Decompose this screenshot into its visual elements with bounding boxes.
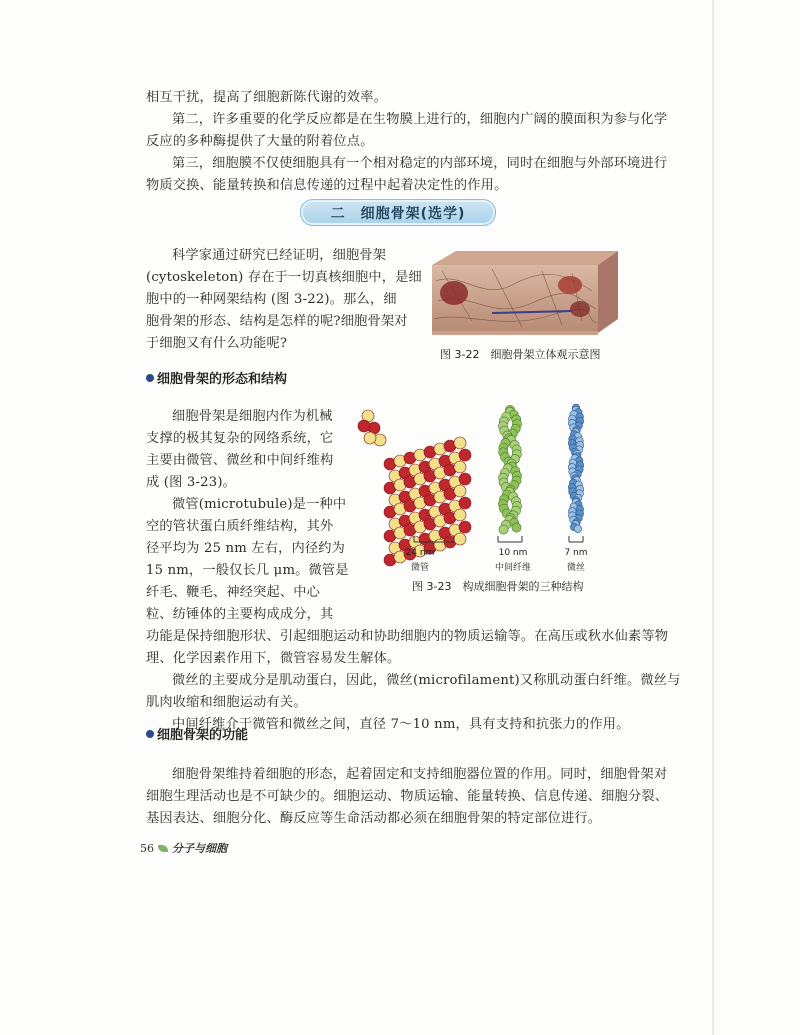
tubulin-subunit (454, 533, 466, 545)
paragraph-line: 物质交换、能量转换和信息传递的过程中起着决定性的作用。 (146, 178, 508, 193)
paragraph-line: 粒、纺锤体的主要构成成分，其 (146, 607, 334, 622)
paragraph-line: 中间纤维介于微管和微丝之间，直径 7～10 nm，具有支持和抗张力的作用。 (172, 717, 630, 732)
bullet-icon (146, 374, 154, 382)
paragraph-line: 第二，许多重要的化学反应都是在生物膜上进行的，细胞内广阔的膜面积为参与化学 (172, 112, 668, 127)
paragraph-line: 细胞生理活动也是不可缺少的。细胞运动、物质运输、能量转换、信息传递、细胞分裂、 (146, 789, 669, 804)
microfilament-size-label: 7 nm (564, 548, 588, 558)
tubulin-subunit (454, 485, 466, 497)
tubulin-subunit (459, 521, 471, 533)
page-edge (712, 0, 714, 1035)
book-title: 分子与细胞 (172, 842, 227, 855)
actin-subunit (574, 525, 582, 533)
intro-line: 科学家通过研究已经证明，细胞骨架 (172, 248, 387, 263)
paragraph-line: 反应的多种酶提供了大量的附着位点。 (146, 134, 374, 149)
bullet-icon (146, 730, 154, 738)
filament-subunit (499, 525, 508, 534)
figure-3-22-caption: 图 3-22 细胞骨架立体观示意图 (440, 348, 601, 361)
paragraph-line: 支撑的极其复杂的网络系统，它 (146, 431, 334, 446)
intermediate-size-label: 10 nm (498, 548, 528, 558)
section-title-banner: 二 细胞骨架(选学) (300, 199, 496, 226)
figure-3-23-caption: 图 3-23 构成细胞骨架的三种结构 (412, 580, 584, 593)
tubulin-subunit (454, 461, 466, 473)
microfilament-name-label: 微丝 (566, 563, 585, 573)
intro-line: 胞骨架的形态、结构是怎样的呢?细胞骨架对 (146, 314, 408, 329)
paragraph-line: 细胞骨架是细胞内作为机械 (172, 409, 333, 424)
filament-subunit (512, 523, 521, 532)
paragraph-line: 纤毛、鞭毛、神经突起、中心 (146, 585, 321, 600)
intro-line: 胞中的一种网架结构 (图 3-22)。那么，细 (146, 292, 397, 307)
intro-line: 于细胞又有什么功能呢? (146, 336, 288, 351)
paragraph-line: 15 nm，一般仅长几 μm。微管是 (146, 563, 349, 578)
paragraph-line: 细胞骨架维持着细胞的形态，起着固定和支持细胞器位置的作用。同时，细胞骨架对 (172, 767, 668, 782)
paragraph-line: 理、化学因素作用下，微管容易发生解体。 (146, 651, 401, 666)
tubulin-subunit (459, 473, 471, 485)
tubulin-subunit (358, 420, 370, 432)
paragraph-line: 功能是保持细胞形状、引起细胞运动和协助细胞内的物质运输等。在高压或秋水仙素等物 (146, 629, 669, 644)
paragraph-line: 空的管状蛋白质纤维结构，其外 (146, 519, 334, 534)
paragraph-line: 成 (图 3-23)。 (146, 475, 237, 490)
figure-3-22-cytoskeleton-illustration (432, 251, 618, 345)
page-number: 56 (140, 841, 154, 855)
tubulin-subunit (364, 432, 376, 444)
subhead-function (146, 724, 248, 743)
intermediate-name-label: 中间纤维 (494, 563, 531, 573)
paragraph-line: 第三，细胞膜不仅使细胞具有一个相对稳定的内部环境，同时在细胞与外部环境进行 (172, 156, 668, 171)
subhead-text: 细胞骨架的功能 (157, 728, 249, 743)
leaf-icon (158, 845, 168, 852)
paragraph-line: 相互干扰，提高了细胞新陈代谢的效率。 (146, 90, 387, 105)
paragraph-line: 径平均为 25 nm 左右，内径约为 (146, 541, 346, 556)
paragraph-line: 主要由微管、微丝和中间纤维构 (146, 453, 334, 468)
microtubule-size-label: 24 nm (405, 548, 435, 558)
tubulin-subunit (454, 437, 466, 449)
subhead-form-structure (146, 368, 287, 387)
paragraph-line: 微丝的主要成分是肌动蛋白，因此，微丝(microfilament)又称肌动蛋白纤维。微丝与 (172, 673, 681, 688)
paragraph-line: 基因表达、细胞分化、酶反应等生命活动都必须在细胞骨架的特定部位进行。 (146, 811, 602, 826)
microtubule-name-label: 微管 (410, 563, 429, 573)
intro-line: (cytoskeleton) 存在于一切真核细胞中，是细 (146, 270, 422, 285)
paragraph-line: 微管(microtubule)是一种中 (172, 497, 347, 512)
tubulin-subunit (454, 509, 466, 521)
tubulin-subunit (459, 497, 471, 509)
tubulin-subunit (459, 449, 471, 461)
subhead-text: 细胞骨架的形态和结构 (157, 372, 288, 387)
paragraph-line: 肌肉收缩和细胞运动有关。 (146, 695, 307, 710)
page-footer (140, 840, 227, 856)
